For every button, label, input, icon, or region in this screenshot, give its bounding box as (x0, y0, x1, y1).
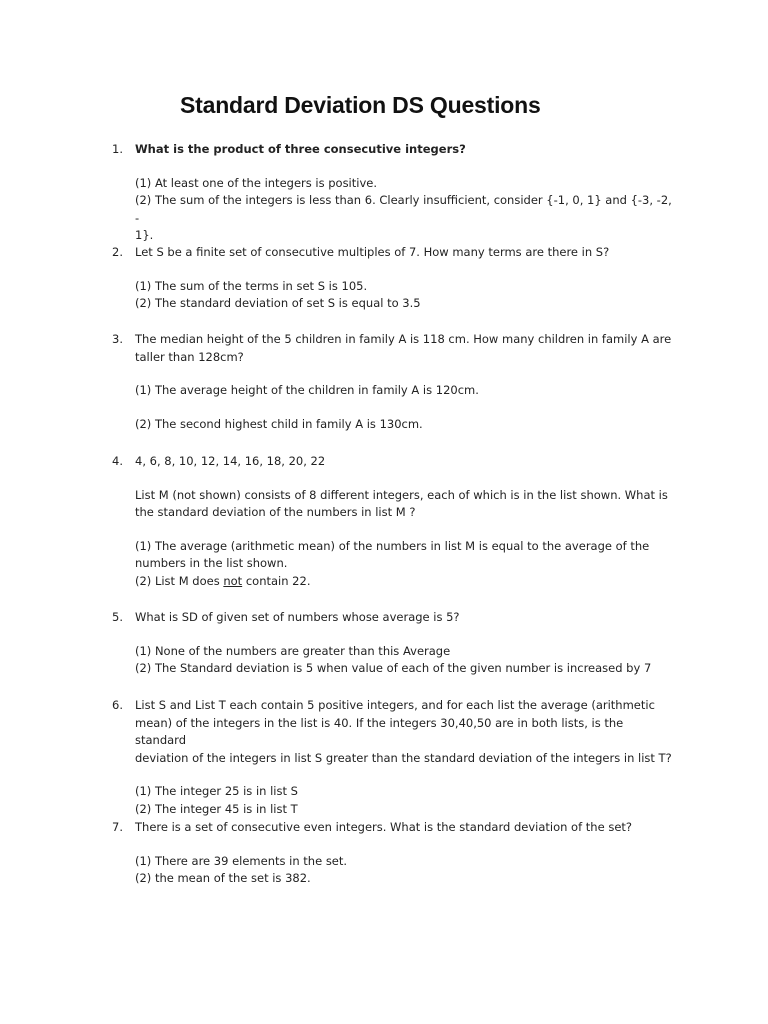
question-stem: What is the product of three consecutive integers? (135, 142, 466, 156)
body-line: List M (not shown) consists of 8 different integers, each of which is in the list shown. What is (135, 487, 668, 502)
question-stem: There is a set of consecutive even integers. What is the standard deviation of the set? (135, 820, 633, 834)
option-line: (2) the mean of the set is 382. (135, 871, 311, 885)
question-options (135, 278, 672, 313)
option-line: (1) There are 39 elements in the set. (135, 853, 348, 868)
question-number: 7. (112, 820, 123, 834)
option-line: (1) The average (arithmetic mean) of the numbers in list M is equal to the average of the (135, 538, 650, 553)
question-stem: Let S be a finite set of consecutive multiples of 7. How many terms are there in S? (135, 245, 610, 259)
option-line: 1}. (135, 228, 154, 242)
page-title: Standard Deviation DS Questions (180, 92, 541, 118)
stem-line: mean) of the integers in the list is 40. If the integers 30,40,50 are in both lists, is the standard (135, 715, 624, 747)
question-7 (112, 819, 672, 888)
question-number: 1. (112, 142, 123, 156)
option-line: (1) The integer 25 is in list S (135, 784, 298, 798)
question-options (135, 175, 672, 245)
question-number: 2. (112, 245, 123, 259)
option-text: contain 22. (242, 573, 311, 588)
question-number: 5. (112, 610, 123, 624)
question-1 (112, 141, 672, 245)
question-number: 6. (112, 698, 123, 712)
stem-line: The median height of the 5 children in family A is 118 cm. How many children in family A are (135, 332, 672, 346)
question-stem: 4, 6, 8, 10, 12, 14, 16, 18, 20, 22 (135, 454, 326, 468)
question-number: 4. (112, 454, 123, 468)
question-options (135, 382, 672, 433)
option-line: (2) The sum of the integers is less than 6. Clearly insufficient, consider {-1, 0, 1} and {-3, -2, - (135, 193, 672, 225)
stem-line: deviation of the integers in list S greater than the standard deviation of the integers in list T? (135, 750, 672, 765)
body-line: the standard deviation of the numbers in list M ? (135, 505, 416, 519)
option-line: (1) At least one of the integers is positive. (135, 175, 377, 190)
question-4 (112, 453, 672, 590)
option-text: (2) List M does (135, 573, 224, 588)
question-stem (135, 331, 672, 366)
question-6 (112, 697, 672, 818)
stem-line: taller than 128cm? (135, 349, 244, 364)
option-line: (1) None of the numbers are greater than this Average (135, 643, 451, 658)
question-options (135, 538, 672, 591)
question-3 (112, 331, 672, 433)
question-stem (135, 697, 672, 767)
question-options (135, 853, 672, 888)
option-line (135, 573, 672, 591)
option-line: (2) The second highest child in family A is 130cm. (135, 416, 423, 431)
option-line: (1) The sum of the terms in set S is 105. (135, 278, 368, 293)
question-5 (112, 609, 672, 678)
question-stem: What is SD of given set of numbers whose average is 5? (135, 610, 460, 624)
question-options (135, 783, 672, 818)
option-line: (2) The standard deviation of set S is equal to 3.5 (135, 296, 421, 310)
option-line: numbers in the list shown. (135, 556, 288, 570)
question-2 (112, 244, 672, 313)
underlined-text: not (223, 573, 243, 588)
stem-line: List S and List T each contain 5 positive integers, and for each list the average (arithmetic (135, 698, 655, 712)
option-line: (2) The Standard deviation is 5 when value of each of the given number is increased by 7 (135, 661, 652, 675)
option-line: (1) The average height of the children in family A is 120cm. (135, 383, 479, 397)
question-options (135, 643, 672, 678)
question-body (135, 487, 672, 522)
question-number: 3. (112, 332, 123, 346)
option-line: (2) The integer 45 is in list T (135, 801, 298, 816)
